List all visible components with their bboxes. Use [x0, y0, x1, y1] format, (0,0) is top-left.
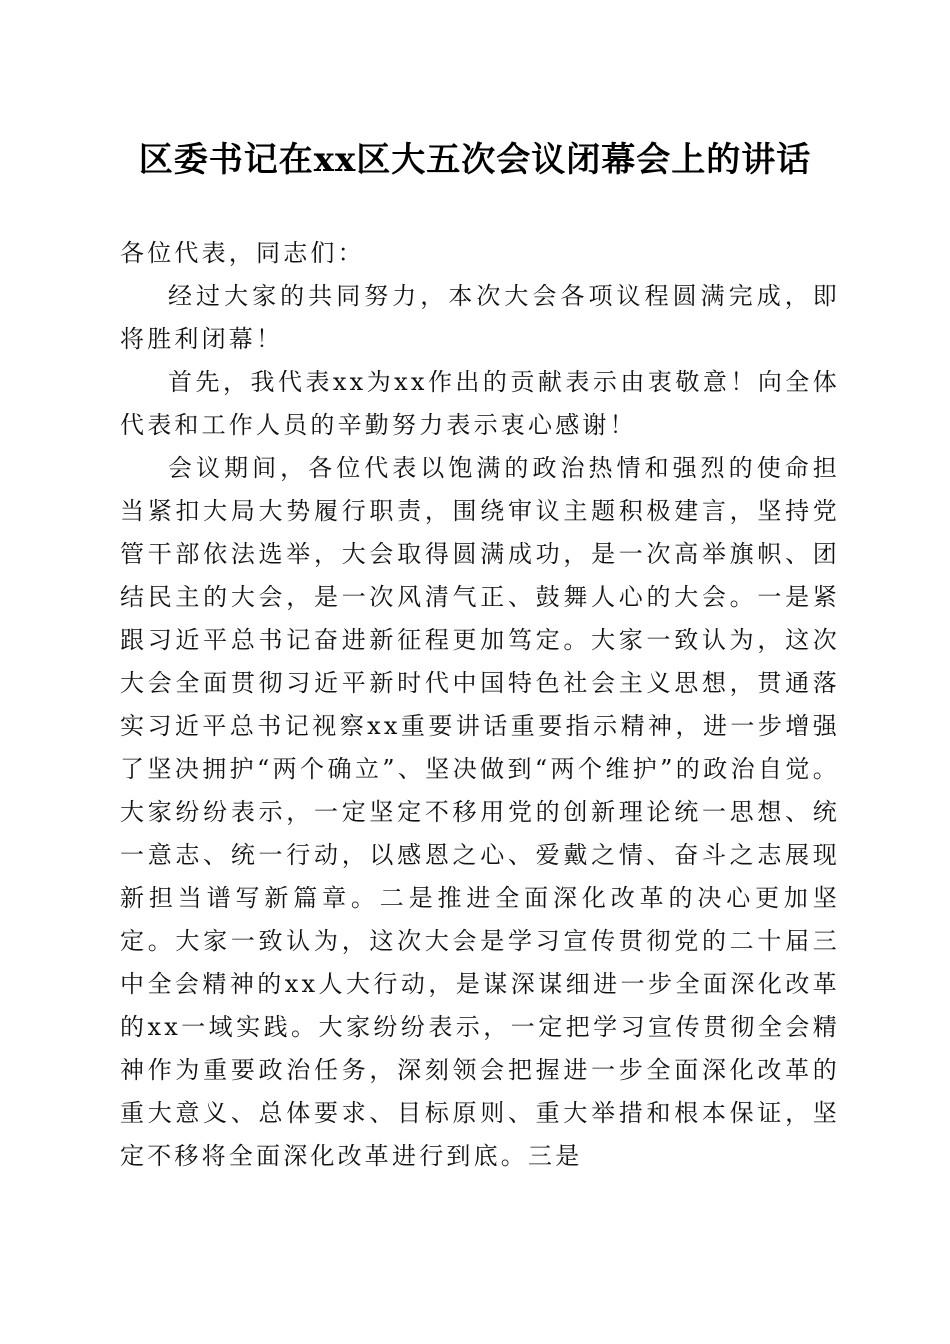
paragraph-1: 经过大家的共同努力，本次大会各项议程圆满完成，即将胜利闭幕！: [120, 282, 840, 353]
document-body: [120, 232, 840, 1178]
paragraph-2: 首先，我代表xx为xx作出的贡献表示由衷敬意！向全体代表和工作人员的辛勤努力表示衷心感谢！: [120, 368, 840, 439]
paragraph-3: 会议期间，各位代表以饱满的政治热情和强烈的使命担当紧扣大局大势履行职责，围绕审议主题积极建言，坚持党管干部依法选举，大会取得圆满成功，是一次高举旗帜、团结民主的大会，是一次风清气正、鼓舞人心的大会。一是紧跟习近平总书记奋进新征程更加笃定。大家一致认为，这次大会全面贯彻习近平新时代中国特色社会主义思想，贯通落实习近平总书记视察xx重要讲话重要指示精神，进一步增强了坚决拥护“两个确立”、坚决做到“两个维护”的政治自觉。大家纷纷表示，一定坚定不移用党的创新理论统一思想、统一意志、统一行动，以感恩之心、爱戴之情、奋斗之志展现新担当谱写新篇章。二是推进全面深化改革的决心更加坚定。大家一致认为，这次大会是学习宣传贯彻党的二十届三中全会精神的xx人大行动，是谋深谋细进一步全面深化改革的xx一域实践。大家纷纷表示，一定把学习宣传贯彻全会精神作为重要政治任务，深刻领会把握进一步全面深化改革的重大意义、总体要求、目标原则、重大举措和根本保证，坚定不移将全面深化改革进行到底。三是: [120, 454, 840, 1170]
salutation: 各位代表，同志们：: [120, 239, 365, 267]
page-title: 区委书记在xx区大五次会议闭幕会上的讲话: [138, 140, 812, 180]
